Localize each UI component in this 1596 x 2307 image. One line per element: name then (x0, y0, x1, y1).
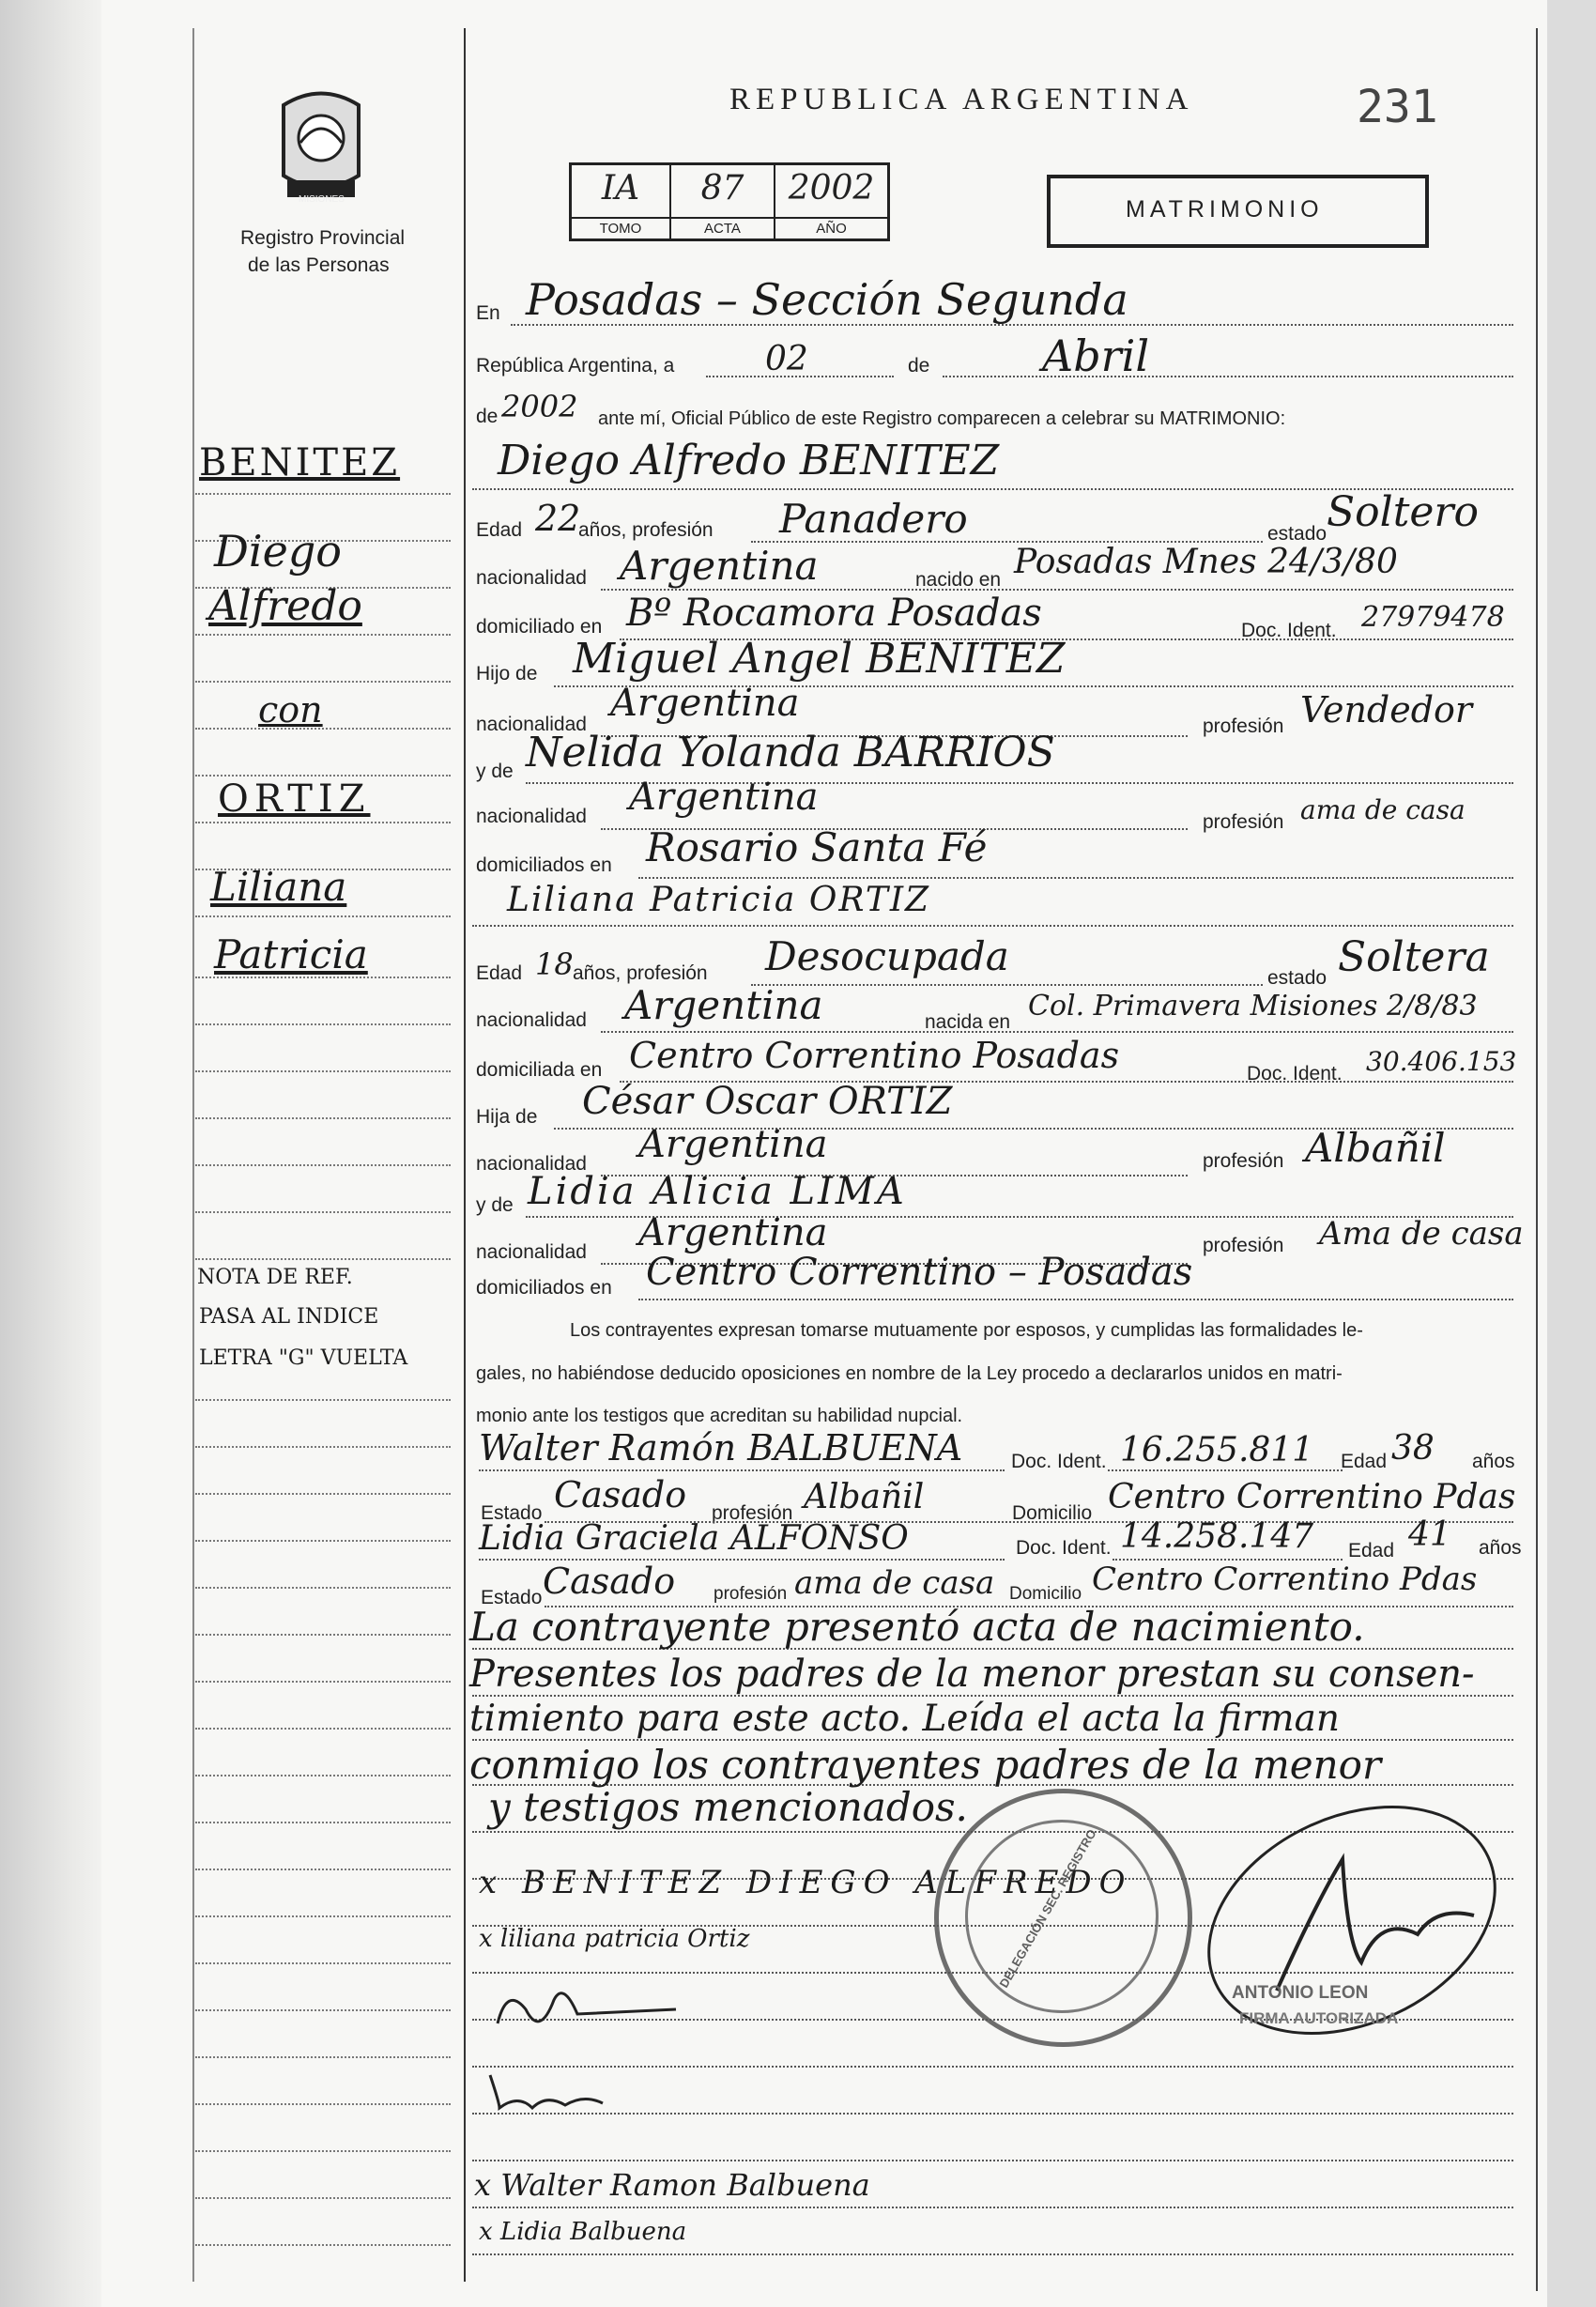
w2-dom-label: Domicilio (1009, 1584, 1082, 1604)
w2-estado-label: Estado (481, 1587, 543, 1608)
margin-line-15 (195, 1164, 451, 1166)
groom-doc-label: Doc. Ident. (1241, 620, 1337, 641)
de-label: de (908, 355, 930, 377)
margin-given-1b: Alfredo (208, 582, 362, 630)
w2-prof: ama de casa (794, 1564, 995, 1602)
bride-father-prof: Albañil (1305, 1125, 1446, 1171)
margin-line-21 (195, 1540, 451, 1542)
bride-father-label: Hija de (476, 1106, 538, 1128)
margin-line-13 (195, 1070, 451, 1072)
groom-parents-dom-line (638, 877, 1513, 879)
acta-label: ACTA (671, 217, 774, 237)
margin-line-14 (195, 1117, 451, 1119)
w1-estado-label: Estado (481, 1502, 543, 1524)
margin-line-31 (195, 2009, 451, 2011)
tomo-value: IA (601, 169, 640, 208)
margin-line-20 (195, 1493, 451, 1495)
bride-father-prof-label: profesión (1203, 1150, 1284, 1172)
bride-prof-label: años, profesión (573, 962, 708, 984)
w2-name: Lidia Graciela ALFONSO (479, 1519, 909, 1558)
margin-given-2a: Liliana (210, 864, 347, 910)
body-text-line-1: Los contrayentes expresan tomarse mutuamente por esposos, y cumplidas las formalidades le- (570, 1320, 1363, 1341)
witness2-signature: x Lidia Balbuena (479, 2218, 687, 2246)
margin-line-22 (195, 1587, 451, 1589)
margin-note-3: LETRA "G" VUELTA (199, 1346, 408, 1370)
groom-estado: Soltero (1327, 488, 1479, 536)
bride-born: Col. Primavera Misiones 2/8/83 (1028, 990, 1478, 1023)
groom-estado-label: estado (1267, 523, 1327, 545)
groom-father-label: Hijo de (476, 663, 538, 684)
ante-text: ante mí, Oficial Público de este Registro comparecen a celebrar su MATRIMONIO: (598, 408, 1286, 429)
bride-mother-nac-label: nacionalidad (476, 1241, 587, 1263)
groom-parents-dom: Rosario Santa Fé (646, 824, 988, 870)
margin-line-28 (195, 1869, 451, 1870)
groom-mother: Nelida Yolanda BARRIOS (526, 729, 1055, 777)
registry-line-2: de las Personas (248, 254, 390, 276)
bride-dom: Centro Correntino Posadas (629, 1035, 1120, 1076)
left-rule (192, 28, 194, 2282)
margin-line-8 (195, 822, 451, 823)
margin-line-30 (195, 1962, 451, 1964)
margin-line-33 (195, 2103, 451, 2105)
bride-doc-label: Doc. Ident. (1247, 1063, 1343, 1084)
margin-line-10 (195, 915, 451, 917)
note-1: La contrayente presentó acta de nacimiento. (469, 1604, 1365, 1650)
sig-line-9 (472, 2253, 1513, 2255)
bride-nac-label: nacionalidad (476, 1009, 587, 1031)
groom-mother-nac-label: nacionalidad (476, 806, 587, 827)
bride-age-label: Edad (476, 962, 523, 984)
bride-mother-label: y de (476, 1194, 514, 1216)
note-5: y testigos mencionados. (488, 1784, 968, 1830)
w1-dom: Centro Correntino Pdas (1108, 1478, 1516, 1516)
w2-estado: Casado (543, 1561, 676, 1602)
bride-nac-line (601, 1031, 1513, 1033)
day-value: 02 (765, 340, 808, 378)
sig-line-6 (472, 2113, 1513, 2115)
margin-given-1a: Diego (214, 526, 342, 577)
margin-surname-2: ORTIZ (218, 777, 371, 821)
witness1-signature: x Walter Ramon Balbuena (474, 2167, 870, 2203)
groom-mother-nac: Argentina (629, 776, 819, 819)
column-divider (464, 28, 466, 2282)
groom-mother-label: y de (476, 761, 514, 782)
groom-dom-label: domiciliado en (476, 616, 603, 638)
month-value: Abril (1042, 331, 1150, 381)
bride-father: César Oscar ORTIZ (582, 1080, 953, 1123)
sig-line-5 (472, 2066, 1513, 2068)
body-text-line-2: gales, no habiéndose deducido oposiciones en nombre de la Ley procedo a declararlos unidos en matri- (476, 1363, 1343, 1384)
margin-line-18 (195, 1399, 451, 1401)
groom-mother-prof-label: profesión (1203, 811, 1284, 833)
margin-note-1: NOTA DE REF. (197, 1266, 353, 1289)
margin-line-6 (195, 728, 451, 730)
republica-label: República Argentina, a (476, 355, 675, 377)
w1-doc: 16.255.811 (1120, 1431, 1314, 1469)
sig-line-8 (472, 2207, 1513, 2208)
place-value: Posadas – Sección Segunda (526, 274, 1128, 325)
margin-surname-1: BENITEZ (199, 441, 401, 484)
w2-anos-label: años (1479, 1537, 1522, 1559)
groom-dom: Bº Rocamora Posadas (626, 592, 1042, 635)
w2-prof-label: profesión (714, 1584, 788, 1604)
margin-line-17 (195, 1258, 451, 1260)
groom-father-nac: Argentina (610, 682, 800, 725)
w1-name-line (479, 1469, 1005, 1471)
bride-mother-prof: Ama de casa (1319, 1215, 1524, 1253)
groom-age-label: Edad (476, 519, 523, 541)
record-box (569, 162, 890, 241)
bride-parents-dom-line (638, 1299, 1513, 1300)
acta-value: 87 (700, 169, 744, 208)
margin-line-7 (195, 775, 451, 777)
margin-line-24 (195, 1681, 451, 1683)
w1-anos-label: años (1472, 1451, 1515, 1472)
groom-prof-label: años, profesión (578, 519, 714, 541)
groom-nac-label: nacionalidad (476, 567, 587, 589)
official-signature-mark (1192, 1803, 1512, 2042)
margin-line-27 (195, 1822, 451, 1823)
groom-born: Posadas Mnes 24/3/80 (1014, 543, 1398, 581)
bride-nac: Argentina (624, 982, 823, 1028)
en-label: En (476, 302, 500, 324)
margin-line-1 (195, 493, 451, 495)
groom-father-nac-label: nacionalidad (476, 714, 587, 735)
margin-line-34 (195, 2150, 451, 2152)
bride-father-nac: Argentina (638, 1123, 828, 1166)
w1-doc-line (1108, 1469, 1343, 1471)
doc-type-box (1047, 175, 1429, 248)
year-value: 2002 (501, 389, 578, 424)
margin-line-36 (195, 2244, 451, 2246)
w1-name: Walter Ramón BALBUENA (479, 1427, 963, 1469)
bride-mother: Lidia Alicia LIMA (528, 1170, 907, 1213)
bride-prof-line (751, 984, 1263, 986)
province-emblem (274, 86, 368, 208)
page-number: 231 (1357, 81, 1438, 133)
w1-estado: Casado (554, 1474, 687, 1515)
groom-name: Diego Alfredo BENITEZ (498, 437, 1000, 484)
margin-line-25 (195, 1728, 451, 1730)
bride-dom-label: domiciliada en (476, 1059, 603, 1081)
bride-mother-prof-label: profesión (1203, 1235, 1284, 1256)
margin-line-19 (195, 1446, 451, 1448)
bride-signature: x liliana patricia Ortiz (479, 1925, 750, 1953)
groom-age: 22 (535, 498, 581, 539)
officiant-signature-mark (488, 1981, 704, 2052)
w1-prof: Albañil (804, 1478, 925, 1516)
bride-mother-nac: Argentina (638, 1211, 828, 1254)
w2-doc-label: Doc. Ident. (1016, 1537, 1112, 1559)
groom-nac-line (601, 589, 1513, 591)
w2-doc: 14.258.147 (1120, 1517, 1314, 1556)
groom-parents-dom-label: domiciliados en (476, 854, 612, 876)
w1-age-label: Edad (1341, 1451, 1388, 1472)
binding-strip (0, 0, 101, 2307)
right-rule (1536, 28, 1538, 2291)
bride-father-nac-label: nacionalidad (476, 1153, 587, 1175)
bride-parents-dom: Centro Correntino – Posadas (646, 1251, 1193, 1294)
parent-signature-mark (481, 2066, 622, 2127)
bride-prof: Desocupada (765, 933, 1009, 979)
note-4: conmigo los contrayentes padres de la menor (469, 1742, 1382, 1788)
w2-age: 41 (1408, 1515, 1451, 1554)
bride-estado-label: estado (1267, 967, 1327, 989)
margin-line-5 (195, 681, 451, 683)
margin-con: con (258, 689, 323, 731)
bride-parents-dom-label: domiciliados en (476, 1277, 612, 1299)
anio-value: 2002 (788, 169, 875, 208)
year-de-label: de (476, 406, 499, 427)
country-heading: REPUBLICA ARGENTINA (729, 83, 1194, 116)
w1-age: 38 (1391, 1429, 1435, 1468)
bride-age: 18 (535, 946, 574, 982)
note-3: timiento para este acto. Leída el acta la firman (469, 1698, 1341, 1740)
w2-dom: Centro Correntino Pdas (1092, 1561, 1478, 1598)
w1-prof-label: profesión (712, 1502, 793, 1524)
groom-mother-prof: ama de casa (1300, 794, 1466, 825)
margin-given-2b: Patricia (214, 931, 368, 977)
bride-name-line (472, 925, 1513, 927)
w1-dom-label: Domicilio (1012, 1502, 1093, 1524)
groom-born-label: nacido en (915, 569, 1002, 591)
official-title-stamp: FIRMA AUTORIZADA (1239, 2009, 1399, 2027)
body-text-line-3: monio ante los testigos que acreditan su habilidad nupcial. (476, 1406, 963, 1426)
margin-line-32 (195, 2056, 451, 2058)
w2-age-label: Edad (1348, 1540, 1395, 1561)
bride-estado: Soltera (1338, 933, 1490, 981)
margin-line-12 (195, 1023, 451, 1025)
official-name-stamp: ANTONIO LEON (1232, 1983, 1369, 2003)
anio-label: AÑO (775, 217, 887, 237)
tomo-label: TOMO (572, 217, 669, 237)
margin-line-4 (195, 634, 451, 636)
groom-doc: 27979478 (1361, 601, 1505, 634)
margin-line-29 (195, 1915, 451, 1917)
margin-line-23 (195, 1634, 451, 1636)
bride-doc: 30.406.153 (1366, 1046, 1517, 1077)
groom-prof: Panadero (779, 496, 968, 542)
bride-born-label: nacida en (925, 1011, 1011, 1033)
w1-doc-label: Doc. Ident. (1011, 1451, 1107, 1472)
month-line (943, 376, 1513, 377)
seal-text: DELEGACIÓN SEC. REGISTRO (996, 1826, 1099, 1991)
registry-line-1: Registro Provincial (240, 227, 406, 249)
margin-line-26 (195, 1775, 451, 1776)
emblem-label: MISIONES (299, 194, 345, 205)
groom-father-prof: Vendedor (1300, 689, 1473, 731)
groom-father-prof-label: profesión (1203, 715, 1284, 737)
groom-nac: Argentina (620, 543, 819, 589)
doc-type-label: MATRIMONIO (1126, 196, 1324, 223)
margin-line-16 (195, 1211, 451, 1213)
groom-signature: x BENITEZ DIEGO ALFREDO (479, 1864, 1133, 1901)
margin-line-35 (195, 2197, 451, 2199)
official-seal (934, 1789, 1192, 2047)
sig-line-7 (472, 2160, 1513, 2161)
bride-name: Liliana Patricia ORTIZ (507, 881, 931, 919)
note-2: Presentes los padres de la menor prestan su consen- (469, 1653, 1475, 1696)
groom-father: Miguel Angel BENITEZ (573, 635, 1066, 683)
margin-note-2: PASA AL INDICE (199, 1305, 379, 1329)
